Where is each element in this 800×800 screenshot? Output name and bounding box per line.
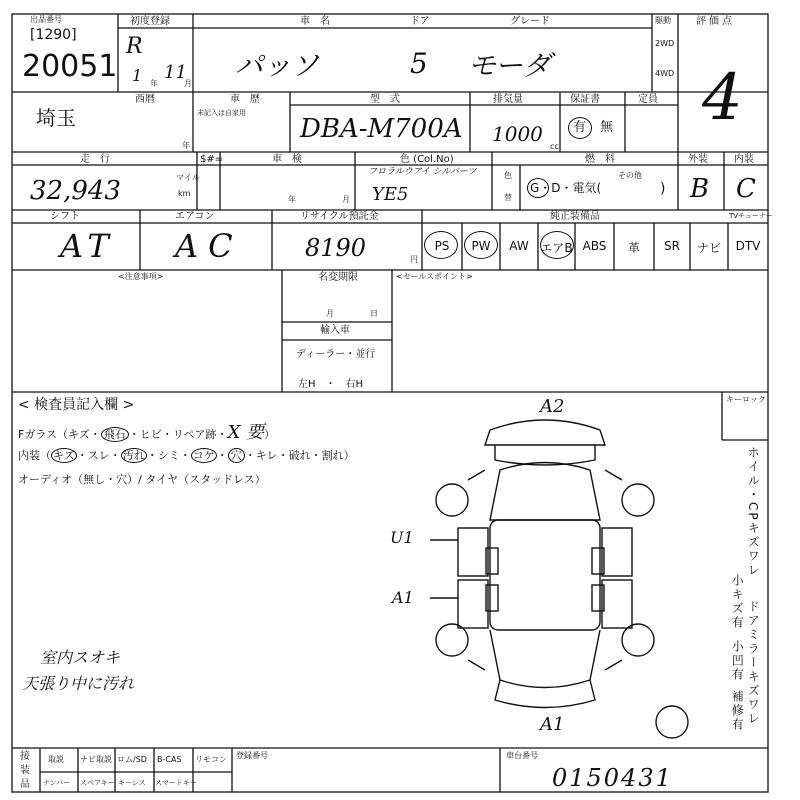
insp-month-unit: 月	[342, 195, 350, 204]
chassis-number-label: 車台番号	[506, 751, 538, 760]
footer-bcas: B-CAS	[157, 755, 182, 764]
interior-grade: C	[736, 174, 756, 204]
prefecture-label: 西暦	[135, 94, 155, 105]
side-text-small-dent: 小凹有	[730, 640, 745, 682]
footer-rom-sd: ロム/SD	[117, 755, 147, 764]
fuel-options: G・D・電気(	[530, 181, 602, 195]
fglass-hw: X 要	[227, 422, 265, 443]
fuel-label: 燃 料	[585, 154, 615, 165]
footer-smart-key: スマートキー	[155, 779, 197, 787]
model-label: 型 式	[370, 94, 400, 105]
cc-unit: cc	[550, 142, 559, 151]
reg-month: 11	[164, 62, 187, 83]
year-note: 年	[182, 141, 190, 150]
keylock-label: キーロック	[726, 395, 766, 404]
mark-left-1: U1	[390, 528, 414, 547]
drive-2wd: 2WD	[655, 39, 675, 48]
footer-spare-key: スペアキー	[80, 779, 115, 787]
warranty-label: 保証書	[570, 94, 600, 105]
exterior-grade: B	[690, 174, 710, 204]
fglass-end: ）	[264, 428, 276, 441]
warranty-none: 無	[600, 120, 614, 135]
mileage-value: 32,943	[30, 176, 121, 206]
int-dirt: 汚れ	[122, 449, 145, 462]
displacement-label: 排気量	[493, 94, 523, 105]
equip-abs: ABS	[582, 239, 607, 253]
color-label: 色 (Col.No)	[400, 154, 454, 165]
color-iro: 色	[504, 171, 512, 180]
handwritten-note-2: 天張り中に汚れ	[22, 674, 135, 693]
sales-point-label: <セールスポイント>	[396, 272, 473, 281]
car-diagram	[430, 420, 688, 738]
fglass-pre: Fガラス（キズ・	[18, 428, 101, 441]
doors-label: ドア	[410, 16, 430, 27]
grade-value: モーダ	[468, 49, 551, 82]
name-change-day: 日	[370, 309, 378, 318]
tv-label: TVチューナー	[729, 212, 773, 220]
name-change-month: 月	[326, 309, 334, 318]
reg-year: 1	[132, 66, 143, 85]
car-name-label: 車 名	[300, 16, 330, 27]
equip-ps: PS	[434, 239, 450, 253]
aircon-value: AC	[175, 227, 243, 265]
fuel-other: その他	[618, 171, 642, 180]
model-value: DBA-M700A	[300, 114, 463, 144]
equip-airbag: エアB	[540, 241, 573, 255]
footer-row3: 品	[20, 779, 30, 790]
int-b: ・スレ・	[76, 449, 121, 462]
reg-number-label: 登録番号	[236, 751, 268, 760]
aircon-label: エアコン	[175, 211, 215, 222]
shift-label: シフト	[50, 211, 80, 222]
dealer-label: ディーラー・並行	[296, 349, 376, 360]
int-pre: 内装（	[18, 449, 51, 462]
mark-left-2: A1	[392, 588, 414, 607]
mark-top: A2	[540, 396, 565, 417]
side-text-repair: 補修有	[730, 690, 745, 732]
lot-number: 20051	[22, 49, 118, 84]
int-f: ・	[216, 449, 228, 462]
side-text-mirror: ドアミラーキズワレ	[746, 600, 761, 726]
audio-tire-line: オーディオ（無し・穴）/ タイヤ（スタッドレス）	[18, 473, 266, 486]
mileage-label: 走 行	[80, 154, 110, 165]
footer-navi-manual: ナビ取説	[80, 755, 112, 764]
door-count: 5	[410, 47, 428, 80]
rating-value: 4	[702, 61, 743, 135]
displacement-value: 1000	[492, 122, 543, 146]
footer-row2: 装	[20, 765, 30, 776]
equip-dtv: DTV	[735, 239, 761, 253]
year-unit: 年	[150, 79, 158, 88]
int-burn: コゲ	[192, 449, 215, 462]
fglass-post: ・ヒビ・リペア跡・	[128, 428, 228, 441]
name-change-label: 名変期限	[318, 272, 358, 283]
equipment-label: 純正装備品	[550, 211, 600, 222]
lot-code-label: 出品番号	[30, 15, 62, 24]
side-text-wheel: ホイル・CPキズワレ	[746, 446, 761, 578]
import-label: 輸入車	[320, 325, 350, 336]
interior-label: 内装	[734, 154, 754, 165]
yen-unit: 円	[410, 255, 418, 264]
capacity-label: 定員	[638, 94, 658, 105]
footer-keyless: キーレス	[118, 779, 146, 787]
month-unit: 月	[184, 79, 192, 88]
handwritten-note-1: 室内スオキ	[40, 648, 121, 667]
interior-line	[18, 450, 355, 461]
fuel-close: )	[660, 181, 666, 197]
car-name: パッソ	[235, 49, 320, 82]
drive-label: 駆動	[655, 16, 671, 25]
first-reg-label: 初度登録	[130, 16, 170, 27]
color-note: フロラルウアイ シルバーツ	[368, 167, 477, 177]
steering-label: 左H ・ 右H	[298, 379, 364, 390]
equip-aw: AW	[509, 239, 529, 253]
mile-unit: マイル	[176, 173, 200, 182]
drive-4wd: 4WD	[655, 69, 675, 78]
inspector-title: < 検査員記入欄 >	[18, 397, 135, 413]
km-unit: km	[178, 189, 191, 198]
equip-navi: ナビ	[696, 241, 721, 255]
equip-leather: 革	[627, 241, 640, 255]
footer-remote: リモコン	[195, 755, 227, 764]
color-gae: 替	[504, 193, 512, 202]
footer-number: ナンバー	[43, 779, 71, 787]
int-hole: 穴	[228, 448, 245, 463]
recycle-label: リサイクル預託金	[300, 211, 379, 222]
int-h: ・キレ・破れ・割れ）	[244, 449, 355, 462]
equip-sr: SR	[664, 239, 680, 253]
inspection-label: 車 検	[272, 154, 302, 165]
warranty-has: 有	[573, 120, 587, 135]
grade-label: グレード	[510, 16, 550, 27]
int-d: ・シミ・	[146, 449, 191, 462]
int-scratch: キズ	[53, 449, 75, 462]
equip-pw: PW	[471, 239, 491, 253]
chassis-number: 0150431	[552, 764, 673, 792]
chassis-note: 未記入は自家用	[197, 109, 246, 117]
fglass-line	[18, 424, 275, 442]
exterior-label: 外装	[688, 154, 708, 165]
color-code: YE5	[372, 184, 409, 205]
mark-bottom: A1	[540, 714, 565, 735]
footer-manual: 取説	[48, 755, 64, 764]
footer-connect: 接	[20, 751, 30, 762]
notes-label: <注意事項>	[118, 272, 164, 281]
rating-label: 評価点	[696, 16, 735, 27]
prefecture: 埼玉	[36, 106, 76, 130]
dollar-label: $#=	[200, 154, 224, 165]
era: R	[126, 34, 143, 59]
recycle-value: 8190	[305, 234, 367, 262]
shift-value: AT	[60, 227, 115, 265]
chassis-label: 車 歴	[230, 94, 260, 105]
insp-year-unit: 年	[288, 195, 296, 204]
side-text-small-scratch: 小キズ有	[730, 574, 745, 630]
lot-code: [1290]	[30, 27, 77, 43]
fglass-stone-chip: 飛石	[101, 427, 129, 442]
